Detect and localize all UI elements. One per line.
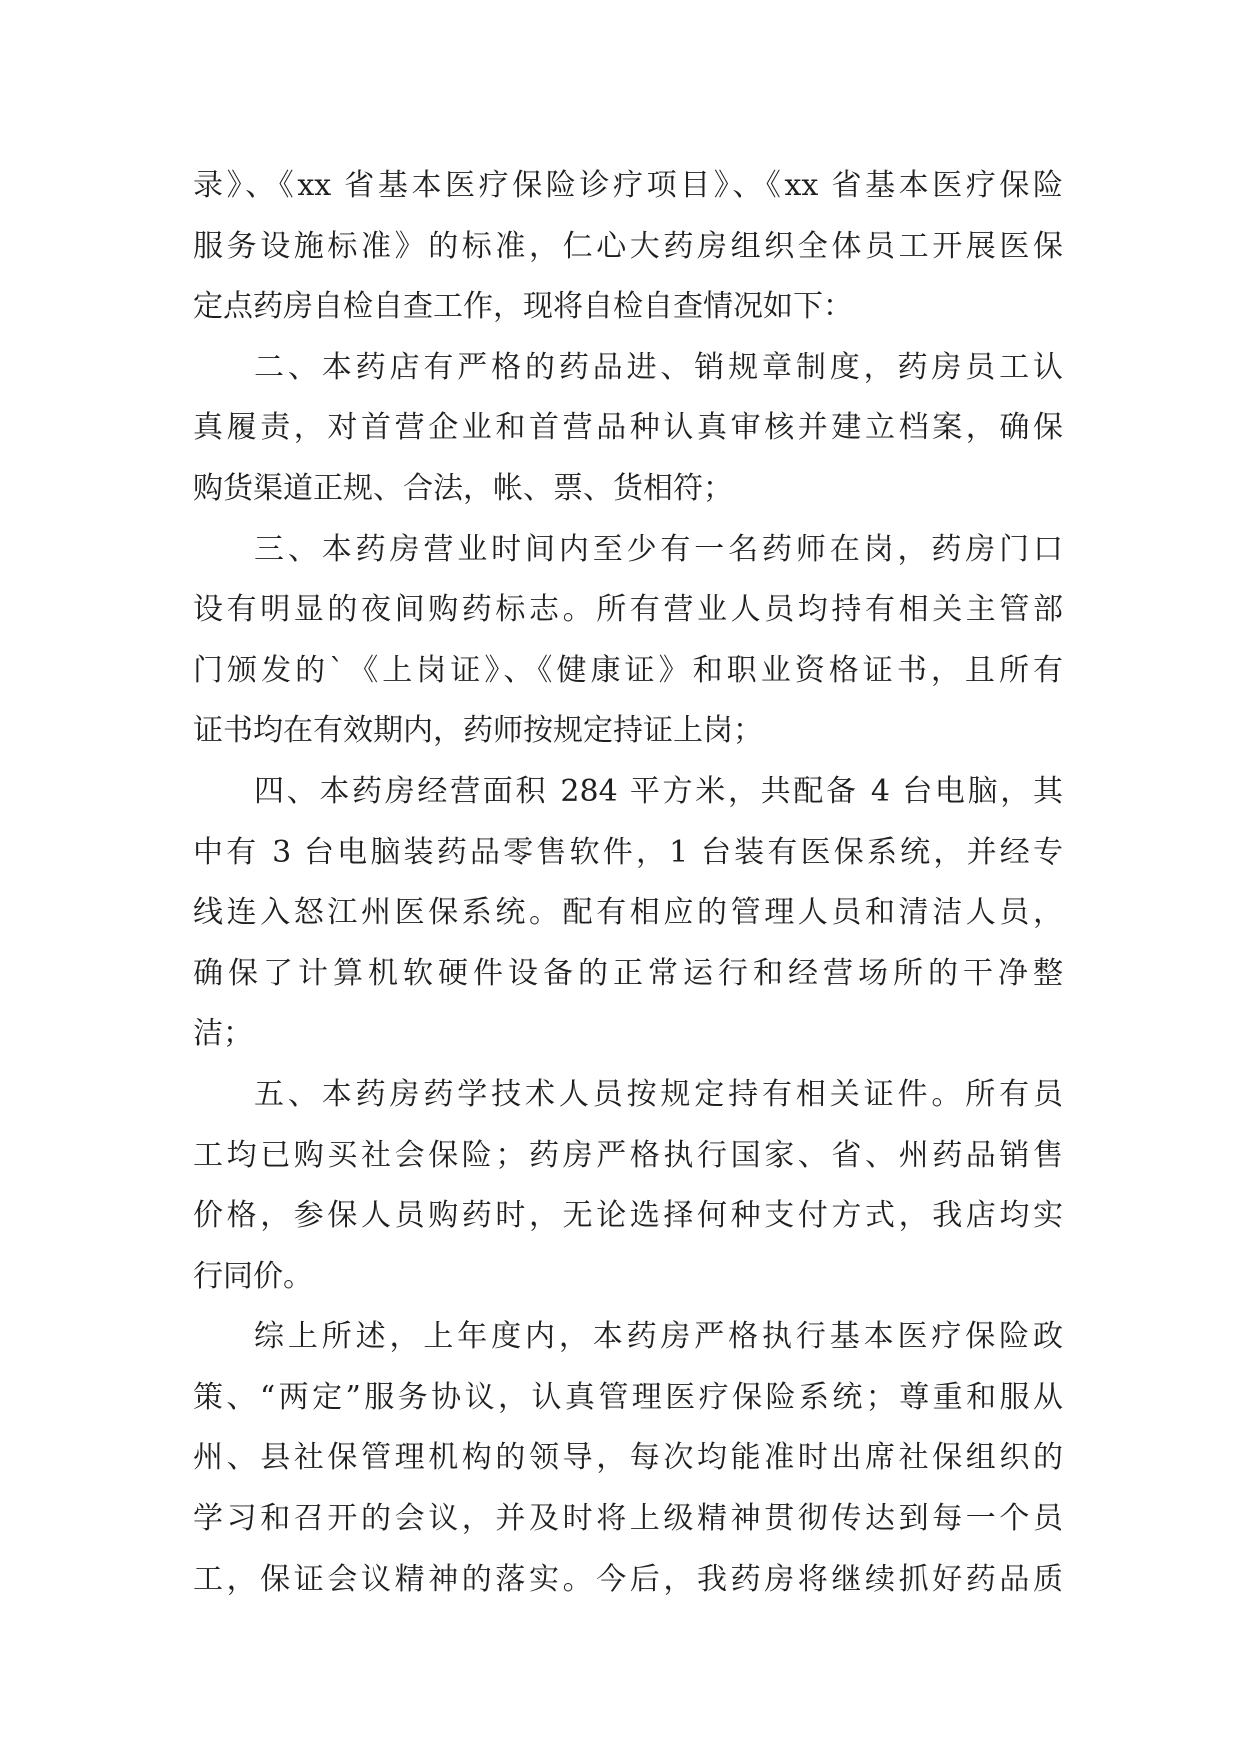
paragraph-start-line: 三、本药房营业时间内至少有一名药师在岗，药房门口 (254, 531, 1063, 567)
document-body (193, 156, 1063, 1610)
text-line: 线连入怒江州医保系统。配有相应的管理人员和清洁人员， (193, 895, 1063, 931)
text-line: 工，保证会议精神的落实。今后，我药房将继续抓好药品质 (193, 1561, 1063, 1597)
text-line: 行同价。 (193, 1258, 313, 1294)
text-line: 门颁发的`《上岗证》、《健康证》和职业资格证书，且所有 (193, 652, 1063, 688)
paragraph-start-line: 四、本药房经营面积 284 平方米，共配备 4 台电脑，其 (254, 773, 1063, 809)
paragraph-start-line: 二、本药店有严格的药品进、销规章制度，药房员工认 (254, 349, 1063, 385)
text-line: 服务设施标准》的标准，仁心大药房组织全体员工开展医保 (193, 228, 1063, 264)
text-line: 工均已购买社会保险；药房严格执行国家、省、州药品销售 (193, 1137, 1063, 1173)
text-line: 策、“两定”服务协议，认真管理医疗保险系统；尊重和服从 (193, 1379, 1063, 1415)
text-line: 设有明显的夜间购药标志。所有营业人员均持有相关主管部 (193, 592, 1063, 628)
text-line: 录》、《xx 省基本医疗保险诊疗项目》、《xx 省基本医疗保险 (193, 168, 1063, 203)
text-line: 州、县社保管理机构的领导，每次均能准时出席社保组织的 (193, 1440, 1063, 1476)
text-line: 购货渠道正规、合法，帐、票、货相符； (193, 470, 733, 506)
text-line: 洁； (193, 1016, 253, 1052)
text-line: 证书均在有效期内，药师按规定持证上岗； (193, 713, 763, 749)
text-line: 价格，参保人员购药时，无论选择何种支付方式，我店均实 (193, 1198, 1063, 1234)
text-line: 真履责，对首营企业和首营品种认真审核并建立档案，确保 (193, 410, 1063, 446)
paragraph-start-line: 综上所述，上年度内，本药房严格执行基本医疗保险政 (254, 1319, 1063, 1355)
text-line: 确保了计算机软硬件设备的正常运行和经营场所的干净整 (193, 955, 1063, 991)
text-line: 学习和召开的会议，并及时将上级精神贯彻传达到每一个员 (193, 1501, 1063, 1537)
paragraph-start-line: 五、本药房药学技术人员按规定持有相关证件。所有员 (254, 1076, 1063, 1112)
text-line: 定点药房自检自查工作，现将自检自查情况如下： (193, 289, 853, 325)
text-line: 中有 3 台电脑装药品零售软件，1 台装有医保系统，并经专 (193, 834, 1063, 870)
